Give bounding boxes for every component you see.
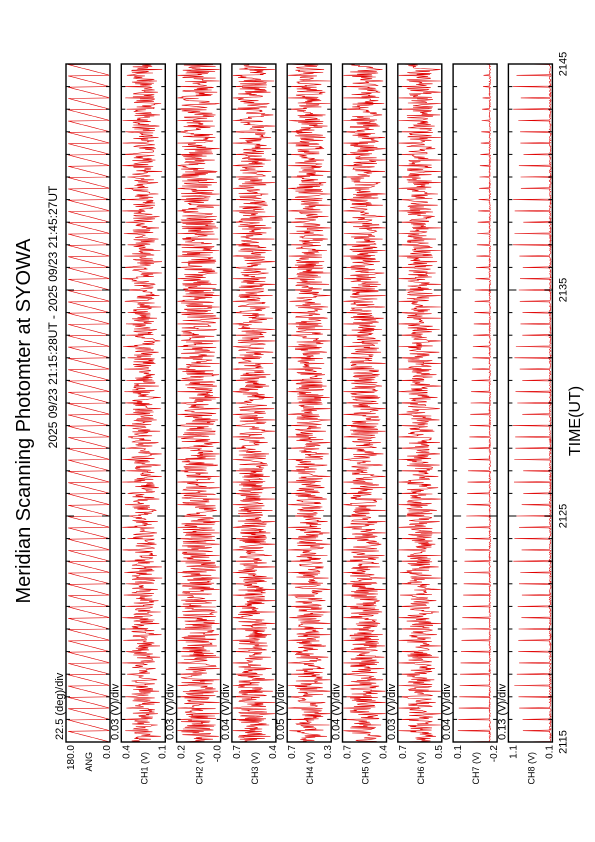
panel-9 xyxy=(496,64,555,785)
panel-1-ytick-top: 180.0 xyxy=(66,745,77,771)
panel-3-scale-label: 0.03 (V)/div xyxy=(164,683,177,740)
panel-7-trace xyxy=(399,64,441,742)
panel-1-ylabel: ANG xyxy=(84,752,94,772)
panel-4-scale-label: 0.04 (V)/div xyxy=(219,683,232,740)
panel-1-scale-label: 22.5 (deg)/div xyxy=(54,672,66,740)
panel-8-ytick-top: 0.1 xyxy=(453,745,465,759)
panel-9-ytick-top: 1.1 xyxy=(508,745,520,759)
panel-2-scale-label: 0.03 (V)/div xyxy=(109,683,122,740)
panel-2-ytick-top: 0.4 xyxy=(121,745,133,759)
panel-8-scale-label: 0.04 (V)/div xyxy=(441,683,454,740)
panel-1 xyxy=(54,64,113,772)
panel-1-trace xyxy=(68,64,109,742)
panel-4-trace xyxy=(233,64,275,742)
panel-7-ytick-bottom: 0.5 xyxy=(433,745,445,759)
x-tick-label: 2115 xyxy=(557,730,570,754)
panel-4-ylabel: CH3 (V) xyxy=(249,752,260,785)
panel-7-ytick-top: 0.7 xyxy=(397,745,409,759)
panel-2 xyxy=(109,64,168,785)
panel-2-ytick-bottom: 0.1 xyxy=(157,745,169,759)
panel-8 xyxy=(441,64,500,785)
panel-7-ylabel: CH6 (V) xyxy=(415,752,426,785)
panel-5 xyxy=(275,64,334,785)
panel-8-ytick-bottom: -0.2 xyxy=(489,745,501,763)
panel-5-scale-label: 0.05 (V)/div xyxy=(275,683,288,740)
panel-4 xyxy=(220,64,279,785)
x-tick-label: 2125 xyxy=(557,503,570,529)
panel-3-ylabel: CH2 (V) xyxy=(194,752,205,785)
panel-3 xyxy=(165,64,224,785)
figure-title: Meridian Scanning Photomter at SYOWA xyxy=(13,238,35,604)
panel-5-ytick-bottom: 0.3 xyxy=(323,745,335,759)
panel-6-ytick-bottom: 0.4 xyxy=(378,745,390,759)
panel-8-ylabel: CH7 (V) xyxy=(471,752,482,785)
panel-3-trace xyxy=(178,64,220,742)
panel-6 xyxy=(331,64,390,785)
panel-2-ylabel: CH1 (V) xyxy=(139,752,150,785)
panel-1-ytick-bottom: 0.0 xyxy=(102,745,113,759)
panel-6-trace xyxy=(344,64,386,742)
panel-4-ytick-bottom: 0.4 xyxy=(267,745,279,759)
panel-9-ytick-bottom: 0.1 xyxy=(544,745,556,759)
panel-7-scale-label: 0.03 (V)/div xyxy=(385,683,398,740)
figure-group xyxy=(13,52,584,785)
panel-7 xyxy=(386,64,445,785)
time-range-label: 2025 09/23 21:15:28UT - 2025 09/23 21:45:27UT xyxy=(46,185,60,449)
panel-4-ytick-top: 0.7 xyxy=(231,745,243,759)
panels-container xyxy=(54,64,555,785)
x-axis-label: TIME(UT) xyxy=(567,385,584,457)
panel-5-ytick-top: 0.7 xyxy=(287,745,299,759)
panel-3-ytick-top: 0.2 xyxy=(176,745,188,759)
panel-9-ylabel: CH8 (V) xyxy=(526,752,537,785)
panel-9-trace xyxy=(513,64,551,742)
panel-9-scale-label: 0.13 (V)/div xyxy=(496,683,509,740)
panel-2-trace xyxy=(122,64,162,742)
panel-6-ytick-top: 0.7 xyxy=(342,745,354,759)
panel-6-scale-label: 0.04 (V)/div xyxy=(330,683,343,740)
panel-5-trace xyxy=(288,64,330,742)
x-tick-label: 2135 xyxy=(557,277,570,303)
x-tick-label: 2145 xyxy=(557,51,570,77)
panel-3-ytick-bottom: -0.0 xyxy=(212,745,224,763)
panel-5-ylabel: CH4 (V) xyxy=(305,752,316,785)
panel-6-ylabel: CH5 (V) xyxy=(360,752,371,785)
panel-8-trace xyxy=(458,64,491,742)
